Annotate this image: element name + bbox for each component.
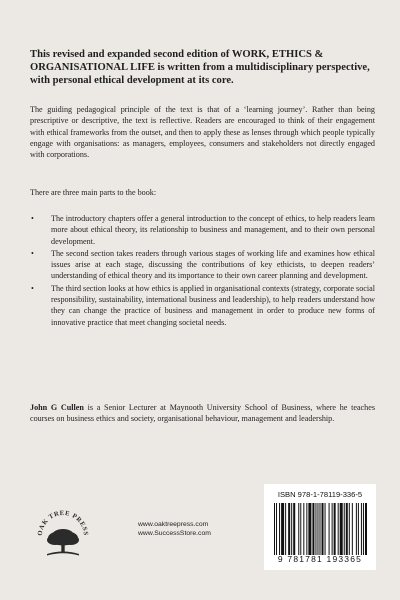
barcode-bar: [281, 503, 284, 555]
barcode-bar: [332, 503, 333, 555]
barcode-bar: [344, 503, 345, 555]
list-item: • The second section takes readers through various stages of working life and examines how ethical issues arise at each stage, discussing the contributions of key ethicists, to deepen readers’ understanding of ethical theory and its importance to their own career planning and development.: [30, 248, 375, 282]
barcode-icon: [274, 503, 368, 555]
barcode-bar: [325, 503, 326, 555]
barcode-bar: [285, 503, 286, 555]
barcode-bar: [334, 503, 336, 555]
barcode-bar: [319, 503, 320, 555]
isbn-label: ISBN 978-1-78119-336-5: [277, 490, 363, 499]
barcode-bar: [317, 503, 318, 555]
author-bio: [30, 402, 375, 425]
barcode-bar: [291, 503, 292, 555]
barcode-bar: [340, 503, 343, 555]
principle-paragraph: The guiding pedagogical principle of the text is that of a ‘learning journey’. Rather than being prescriptive or descriptive, the text is reflective. Readers are encouraged to think of their engagement with ethical frameworks from the outset, and then to apply these as lenses through which people typically engage with organisations: as managers, employees, consumers and stakeholders not directly engaged with corporations.: [30, 105, 375, 160]
author-bio-text: is a Senior Lecturer at Maynooth University School of Business, where he teaches courses on business ethics and society, organisational behaviour, management and leadership.: [30, 403, 375, 424]
barcode-bar: [279, 503, 280, 555]
store-url-link[interactable]: www.SuccessStore.com: [138, 530, 211, 538]
parts-intro-paragraph: There are three main parts to the book:: [30, 188, 157, 197]
barcode-bar: [358, 503, 359, 555]
publisher-urls: [138, 520, 211, 539]
barcode-bar: [312, 503, 314, 555]
barcode-bar: [346, 503, 348, 555]
barcode-bar: [365, 503, 367, 555]
barcode-bar: [274, 503, 275, 555]
barcode-bar: [298, 503, 299, 555]
author-name: John G Cullen: [30, 403, 84, 412]
barcode-bar: [356, 503, 357, 555]
barcode-bar: [306, 503, 307, 555]
barcode-bar: [361, 503, 362, 555]
barcode-bar: [349, 503, 350, 555]
barcode-bar: [293, 503, 295, 555]
oak-tree-logo-icon: [34, 505, 92, 563]
intro-blurb: This revised and expanded second edition of WORK, ETHICS & ORGANISATIONAL LIFE is written from a multidisciplinary perspective, with personal ethical development at its core.: [30, 49, 370, 87]
barcode-bar: [315, 503, 316, 555]
barcode: [264, 484, 376, 570]
barcode-bar: [338, 503, 339, 555]
barcode-bar: [329, 503, 330, 555]
barcode-bar: [308, 503, 311, 555]
barcode-bar: [363, 503, 364, 555]
parts-list: [30, 213, 375, 329]
barcode-number: 9 781781 193365: [277, 554, 363, 564]
publisher-url-link[interactable]: www.oaktreepress.com: [138, 521, 209, 528]
list-item: • The introductory chapters offer a general introduction to the concept of ethics, to help readers learn more about ethical theory, its relationship to business and management, and to their own personal development.: [30, 213, 375, 247]
barcode-bar: [288, 503, 290, 555]
publisher-logo-text: OAK TREE PRESS: [36, 509, 90, 537]
barcode-bar: [300, 503, 301, 555]
barcode-bar: [352, 503, 353, 555]
barcode-bar: [276, 503, 277, 555]
barcode-bar: [303, 503, 304, 555]
list-item: • The third section looks at how ethics is applied in organisational contexts (strategy, corporate social responsibility, sustainability, international business and leadership), to help readers understand how they can change the practice of business and management in order to produce new forms of innovative practice that meet changing societal needs.: [30, 283, 375, 328]
barcode-bar: [322, 503, 324, 555]
